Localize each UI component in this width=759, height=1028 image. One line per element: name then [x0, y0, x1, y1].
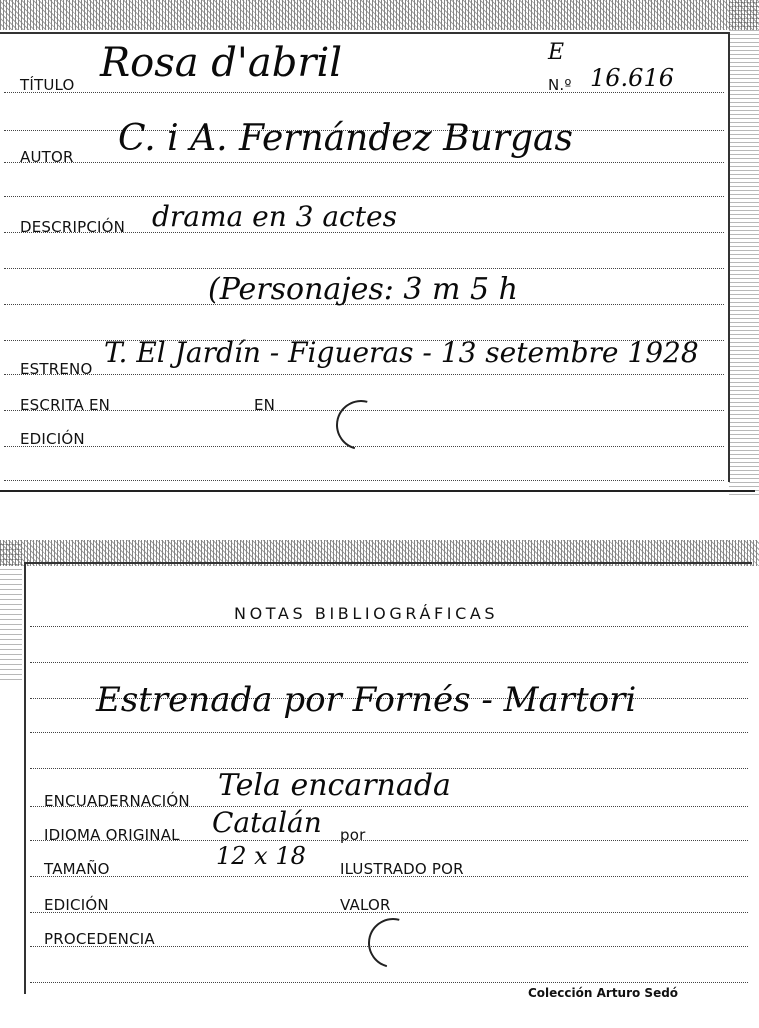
por-label: por [340, 826, 366, 844]
premiere-note: Estrenada por Fornés - Martori [96, 680, 637, 720]
original-language-value: Catalán [212, 806, 322, 839]
illustrated-by-label: ILUSTRADO POR [340, 860, 464, 878]
rule-line [4, 374, 724, 375]
catalog-letter: E [548, 40, 565, 65]
rule-line [4, 196, 724, 197]
rule-line [30, 626, 748, 627]
rule-line [4, 162, 724, 163]
description-label: DESCRIPCIÓN [20, 218, 126, 236]
premiere-label: ESTRENO [20, 360, 93, 378]
value-label: VALOR [340, 896, 391, 914]
catalog-card-front [0, 0, 759, 495]
rule-line [4, 480, 724, 481]
size-value: 12 x 18 [216, 842, 306, 870]
number-label: N.º [548, 76, 572, 94]
binding-label: ENCUADERNACIÓN [44, 792, 190, 810]
scan-noise-top [0, 0, 759, 30]
size-label: TAMAÑO [44, 860, 110, 878]
binding-value: Tela encarnada [218, 768, 451, 803]
title-value: Rosa d'abril [100, 40, 343, 86]
written-in-label: ESCRITA EN [20, 396, 111, 414]
title-label: TÍTULO [20, 76, 75, 94]
card-bottom-edge [0, 490, 755, 492]
original-language-label: IDIOMA ORIGINAL [44, 826, 180, 844]
characters-value: (Personajes: 3 m 5 h [208, 272, 518, 307]
author-label: AUTOR [20, 148, 74, 166]
edition-label-back: EDICIÓN [44, 896, 109, 914]
description-value: drama en 3 actes [152, 200, 397, 233]
scan-edge-right [729, 0, 759, 495]
rule-line [30, 732, 748, 733]
rule-line [4, 92, 724, 93]
bibliographic-notes-heading: NOTAS BIBLIOGRÁFICAS [234, 604, 499, 623]
author-value: C. i A. Fernández Burgas [118, 118, 573, 159]
edition-label: EDICIÓN [20, 430, 85, 448]
scan-edge-left [0, 540, 22, 680]
rule-line [30, 982, 748, 983]
number-value: 16.616 [590, 64, 674, 92]
rule-line [30, 662, 748, 663]
collection-credit: Colección Arturo Sedó [528, 986, 679, 1000]
premiere-value: T. El Jardín - Figueras - 13 setembre 1928 [104, 336, 699, 369]
en-label: EN [254, 396, 276, 414]
rule-line [4, 268, 724, 269]
provenance-label: PROCEDENCIA [44, 930, 155, 948]
